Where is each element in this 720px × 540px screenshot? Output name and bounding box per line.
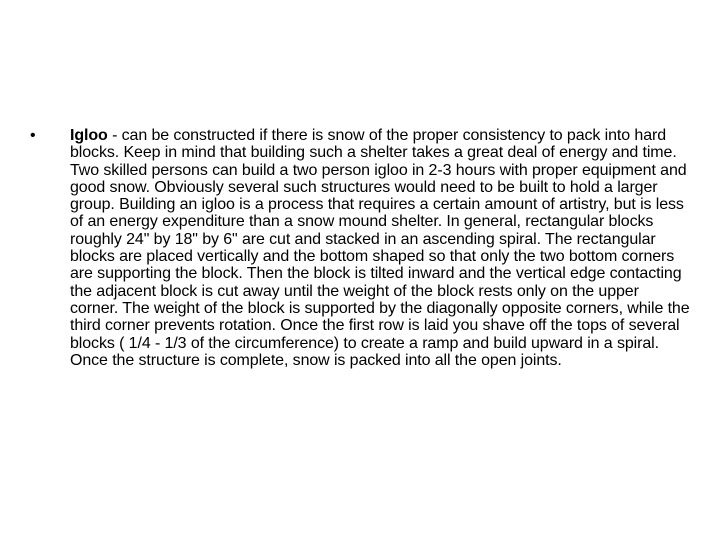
bullet-paragraph [70,127,690,369]
bullet-item-igloo [30,127,690,369]
bullet-list [30,127,690,369]
bullet-term: Igloo [70,127,108,144]
bullet-marker: • [30,127,36,144]
bullet-body-text: - can be constructed if there is snow of the proper consistency to pack into hard blocks. Keep in mind that building such a shelter takes a great deal of energy and time. Two skilled persons can build a two person igloo in 2-3 hours with proper equipment and good snow. Obviously several such structures would need to be built to hold a larger group. Building an igloo is a process that requires a certain amount of artistry, but is less of an energy expenditure than a snow mound shelter. In general, rectangular blocks roughly 24" by 18" by 6" are cut and stacked in an ascending spiral. The rectangular blocks are placed vertically and the bottom shaped so that only the two bottom corners are supporting the block. Then the block is tilted inward and the vertical edge contacting the adjacent block is cut away until the weight of the block rests only on the upper corner. The weight of the block is supported by the diagonally opposite corners, while the third corner prevents rotation. Once the first row is laid you shave off the tops of several blocks ( 1/4 - 1/3 of the circumference) to create a ramp and build upward in a spiral. Once the structure is complete, snow is packed into all the open joints. [70,127,690,369]
